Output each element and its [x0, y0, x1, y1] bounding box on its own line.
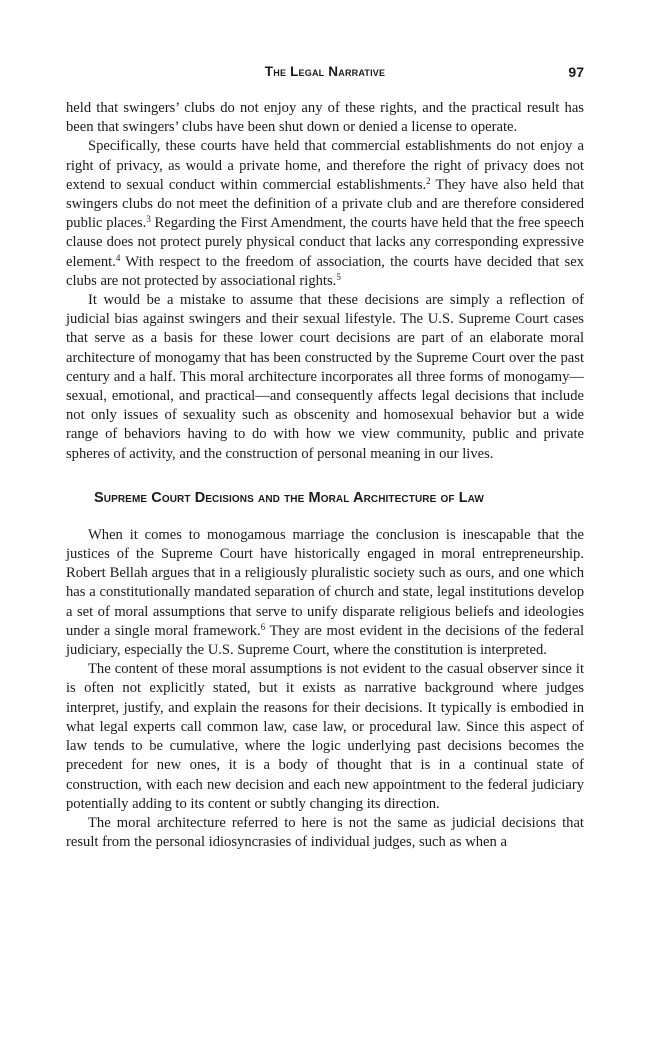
paragraph	[66, 291, 584, 464]
paragraph-text: Regarding the First Amendment, the courts have held that the free speech clause does not protect purely physical conduct that lacks any corresponding expressive element.	[66, 215, 584, 270]
running-head	[66, 64, 584, 84]
paragraph-text: held that swingers’ clubs do not enjoy any of these rights, and the practical result has been that swingers’ clubs have been shut down or denied a license to operate.	[66, 100, 584, 136]
footnote-marker: 3	[146, 214, 151, 225]
paragraph	[66, 814, 584, 852]
footnote-marker: 4	[115, 252, 121, 263]
paragraph-text: The content of these moral assumptions is not evident to the casual observer since it is often not explicitly stated, but it exists as narrative background where judges interpret, justify, and explain the reasons for their decisions. It typically is embodied in what legal experts call common law, case law, or procedural law. Since this aspect of law tends to be cumulative, where the logic underlying past decisions becomes the precedent for new ones, it is a body of thought that is in a continual state of construction, with each new decision and each new appointment to the federal judiciary potentially adding to its content or subtly changing its direction.	[66, 661, 584, 812]
section-heading: Supreme Court Decisions and the Moral Architecture of Law	[94, 489, 484, 506]
paragraph-text: The moral architecture referred to here is not the same as judicial decisions that result from the personal idiosyncrasies of individual judges, such as when a	[66, 814, 584, 851]
paragraph-text: Specifically, these courts have held that commercial establishments do not enjoy a right of privacy, as would a private home, and therefore the right of privacy does not extend to sexual conduct within commercial establishments.	[66, 138, 584, 193]
footnote-marker: 5	[336, 271, 341, 282]
footnote-marker: 2	[426, 175, 431, 186]
paragraph	[66, 137, 584, 291]
page-number: 97	[568, 64, 584, 80]
running-title: The Legal Narrative	[264, 64, 386, 79]
paragraph-text: It would be a mistake to assume that these decisions are simply a reflection of judicial bias against swingers and their sexual lifestyle. The U.S. Supreme Court cases that serve as a basis for these lower court decisions are part of an elaborate moral architecture of monogamy that has been constructed by the Supreme Court over the past century and a half. This moral architecture incorporates all three forms of monogamy—sexual, emotional, and practical—and consequently affects legal decisions that include not only issues of sexuality such as obscenity and homosexual behavior but a wide range of behaviors having to do with how we view community, public and private spheres of activity, and the construction of personal meaning in our lives.	[66, 292, 584, 462]
paragraph-text: With respect to the freedom of association, the courts have decided that sex clubs are not protected by associational rights.	[66, 253, 584, 289]
paragraph-text: When it comes to monogamous marriage the conclusion is inescapable that the justices of the Supreme Court have historically engaged in moral entrepreneurship. Robert Bellah argues that in a religiously pluralistic society such as ours, and one which has a constitutionally mandated separation of church and state, legal institutions develop a set of moral assumptions that serve to unify disparate religious beliefs and ideologies under a single moral framework.	[66, 526, 584, 639]
body-text	[66, 99, 584, 852]
paragraph	[66, 99, 584, 137]
paragraph	[66, 526, 584, 660]
paragraph-text: They have also held that swingers clubs do not meet the definition of a private club and are therefore considered public places.	[66, 176, 584, 232]
paragraph-text: They are most evident in the decisions of the federal judiciary, especially the U.S. Supreme Court, where the constitution is interpreted.	[66, 622, 584, 659]
paragraph	[66, 660, 584, 814]
footnote-marker: 6	[260, 621, 266, 632]
